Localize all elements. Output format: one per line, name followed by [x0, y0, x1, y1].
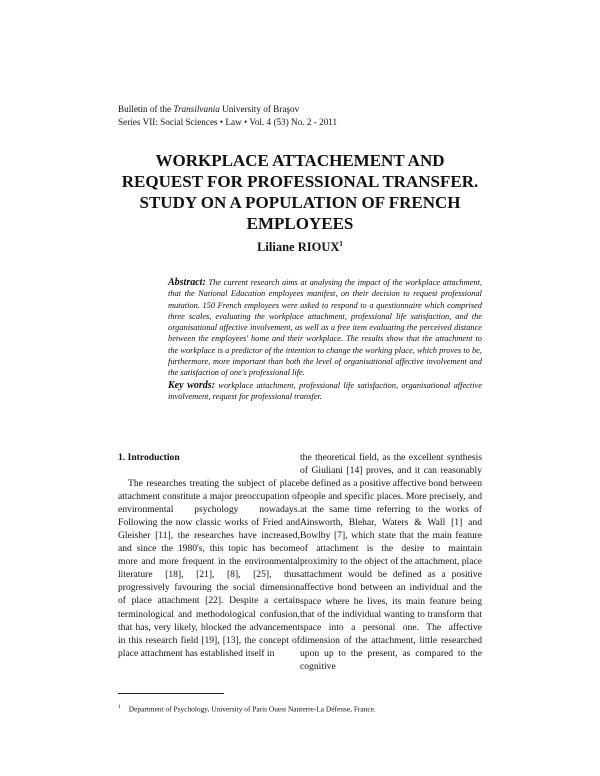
abstract-text: The current research aims at analysing the impact of the workplace attachment, that the National Education employees manifest, on their decision to request professional mutation. 150 French employees were asked to respond to a questionnaire which comprised three scales, evaluating the workplace attachment, professional life satisfaction, and the organisational affective involvement, as well as a free item evaluating the perceived distance between the employees' home and their workplace. The results show that the attachment to the workplace is a predictor of the intention to change the working place, which proves to be, furthermore, more important than both the level of organisational affective involvement and the satisfaction of one's professional life. [168, 278, 482, 378]
section-heading-introduction: 1. Introduction [118, 452, 180, 463]
abstract [168, 277, 482, 379]
intro-paragraph-left: The researches treating the subject of place attachment constitute a major preoccupation of environmental psychology nowadays. Following the now classic works of Fried and Gleisher [11], the researches have increased, and since the 1980's, this topic has become more and more frequent in the environmental literature [18], [21], [8], [25], thus progressively favouring the social dimension of place attachment [22]. Despite a certain terminological and methodological confusion, that has, very likely, blocked the advancement in this research field [19], [13], the concept of place attachment has established itself in [118, 478, 300, 659]
header-line-2: Series VII: Social Sciences • Law • Vol. 4 (53) No. 2 - 2011 [118, 117, 338, 127]
footnote-divider [118, 693, 224, 694]
footnote-text: Department of Psychology, University of Paris Ouest Nanterre-La Défense, France. [128, 704, 376, 714]
left-column [118, 451, 300, 660]
author-name: Liliane RIOUX$^1$ [257, 240, 343, 255]
abstract-label: Abstract: [168, 277, 206, 288]
keywords [168, 380, 482, 403]
header-line-1: Bulletin of the Transilvania University of Braşov [118, 104, 300, 114]
keywords-label: Key words: [168, 380, 216, 391]
intro-paragraph-right: the theoretical field, as the excellent synthesis of Giuliani [14] proves, and it can reasonably be defined as a positive affective bond between people and specific places. More precisely, and at the same time referring to the works of Ainsworth, Blehar, Waters & Wall [1] and Bowlby [7], which state that the main feature of attachment is the desire to maintain proximity to the object of the attachment, place attachment would be defined as a positive affective bond between an individual and the space where he lives, its main feature being that of the individual wanting to transform that space into a personal one. The affective dimension of the attachment, little researched upon up to the present, as compared to the cognitive [300, 452, 482, 672]
author-footnote-mark: 1 [339, 240, 343, 248]
running-header [118, 103, 337, 129]
keywords-text: workplace attachment, professional life satisfaction, organisational affective involvement, request for professional transfer. [168, 381, 482, 402]
footnote [118, 702, 482, 714]
right-column [300, 451, 482, 673]
paper-title: WORKPLACE ATTACHEMENT AND REQUEST FOR PROFESSIONAL TRANSFER. STUDY ON A POPULATION OF FRENCH EMPLOYEES [121, 151, 479, 233]
footnote-mark: 1 [118, 704, 121, 710]
